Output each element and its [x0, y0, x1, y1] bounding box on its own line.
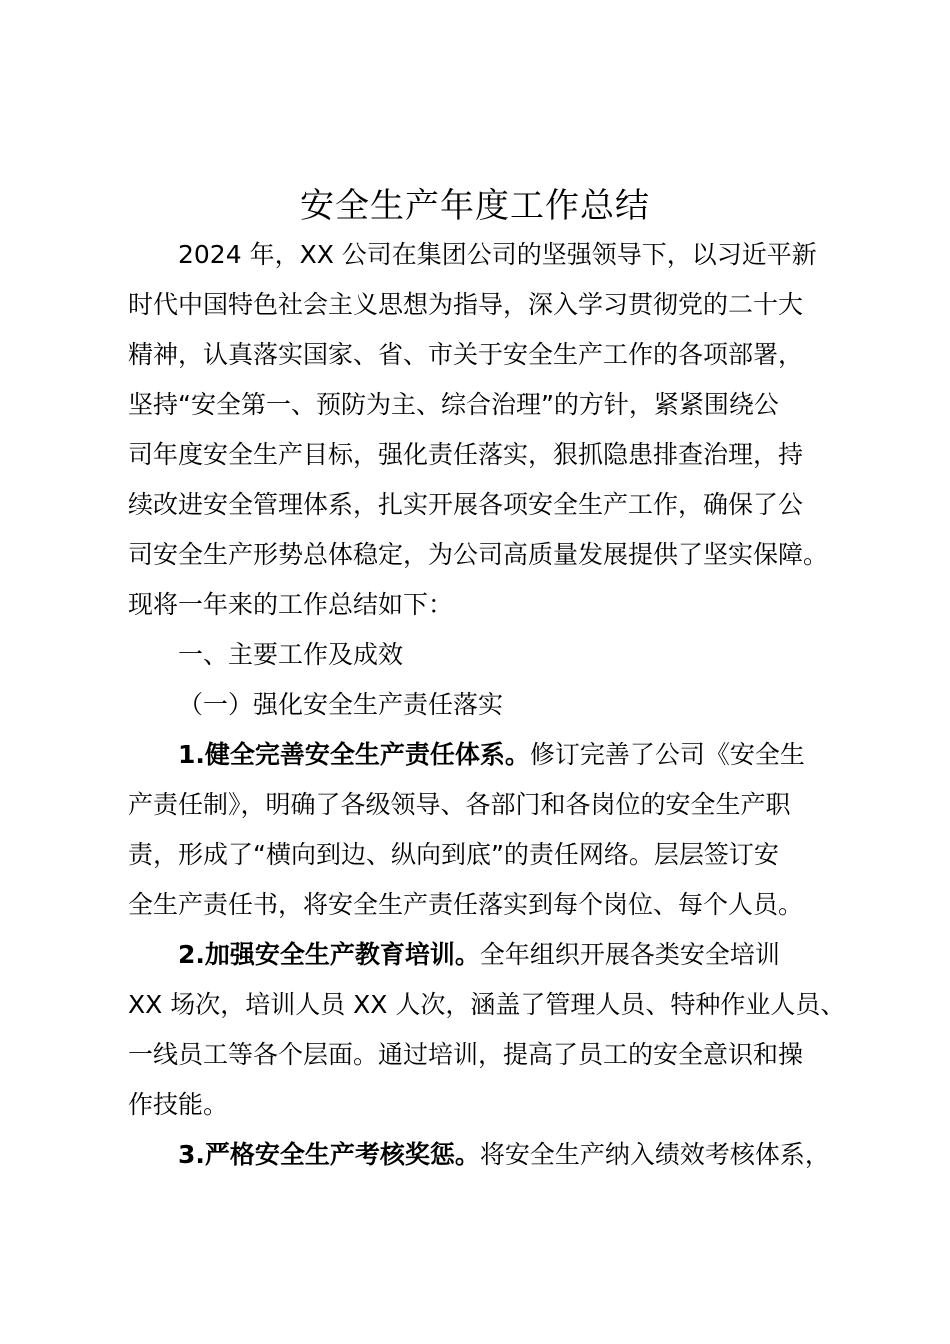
- section-heading: 一、主要工作及成效: [178, 640, 404, 669]
- item-line: 全生产责任书，将安全生产责任落实到每个岗位、每个人员。: [128, 890, 804, 919]
- subsection-heading: （一）强化安全生产责任落实: [178, 690, 504, 719]
- item-paragraph-2: [128, 930, 848, 1130]
- item-first-rest: 修订完善了公司《安全生: [529, 740, 805, 769]
- intro-line: 精神，认真落实国家、省、市关于安全生产工作的各项部署，: [128, 340, 804, 369]
- document-body: [128, 230, 848, 1180]
- intro-line: 司安全生产形势总体稳定，为公司高质量发展提供了坚实保障。: [128, 540, 829, 569]
- intro-line: 现将一年来的工作总结如下：: [128, 590, 454, 619]
- item-line: 一线员工等各个层面。通过培训，提高了员工的安全意识和操: [128, 1040, 804, 1069]
- item-paragraph-3: [128, 1130, 848, 1180]
- item-first-rest: 全年组织开展各类安全培训: [479, 940, 780, 969]
- item-first-rest: 将安全生产纳入绩效考核体系，: [479, 1140, 830, 1169]
- item-first-line: [128, 930, 848, 980]
- intro-line: 司年度安全生产目标，强化责任落实，狠抓隐患排查治理，持: [128, 440, 804, 469]
- document-title: 安全生产年度工作总结: [300, 186, 650, 226]
- intro-line: 续改进安全管理体系，扎实开展各项安全生产工作，确保了公: [128, 490, 804, 519]
- item-lead: 1.健全完善安全生产责任体系。: [178, 740, 530, 769]
- item-line: 作技能。: [128, 1090, 229, 1119]
- intro-line: 2024 年，XX 公司在集团公司的坚强领导下，以习近平新: [178, 240, 817, 269]
- item-lead: 3.严格安全生产考核奖惩。: [178, 1140, 480, 1169]
- item-paragraph-1: [128, 730, 848, 930]
- item-lead: 2.加强安全生产教育培训。: [178, 940, 480, 969]
- intro-line: 时代中国特色社会主义思想为指导，深入学习贯彻党的二十大: [128, 290, 804, 319]
- intro-paragraph: [128, 230, 848, 630]
- item-first-line: [128, 1130, 848, 1180]
- item-line: 责，形成了“横向到边、纵向到底”的责任网络。层层签订安: [128, 840, 779, 869]
- item-line: XX 场次，培训人员 XX 人次，涵盖了管理人员、特种作业人员、: [128, 990, 846, 1019]
- intro-line: 坚持“安全第一、预防为主、综合治理”的方针，紧紧围绕公: [128, 390, 779, 419]
- item-first-line: [128, 730, 848, 780]
- item-line: 产责任制》，明确了各级领导、各部门和各岗位的安全生产职: [128, 790, 791, 819]
